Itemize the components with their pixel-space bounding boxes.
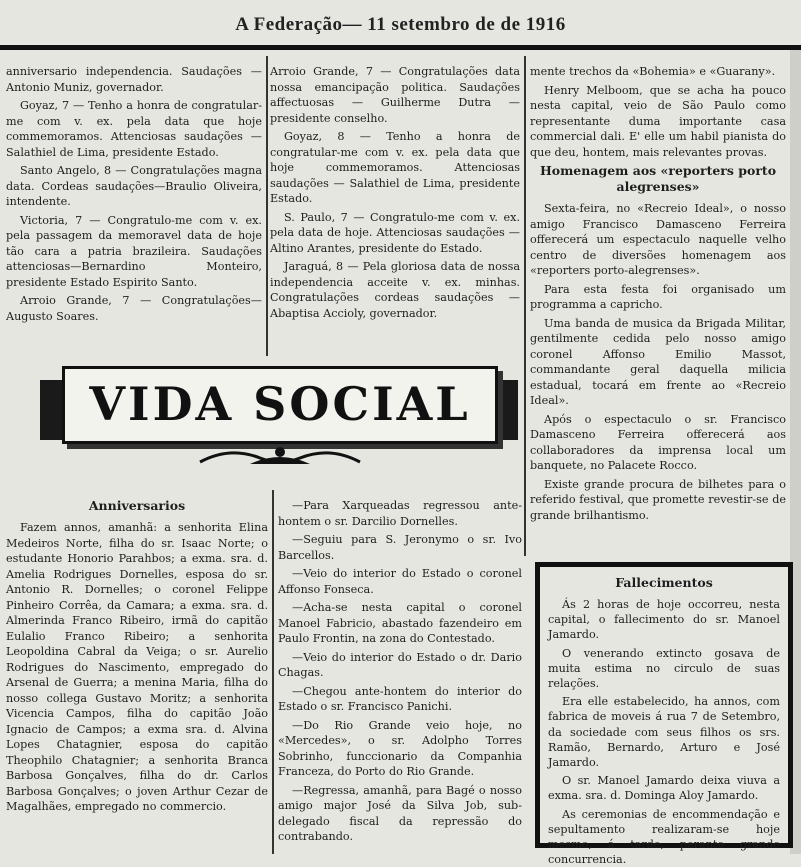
paragraph: O sr. Manoel Jamardo deixa viuva a exma. sra. d. Dominga Aloy Jamardo.: [548, 774, 780, 803]
paragraph: Existe grande procura de bilhetes para o referido festival, que promette revestir-se de grande brilhantismo.: [530, 477, 786, 522]
telegram: Santo Angelo, 8 — Congratulações magna data. Cordeas saudações—Braulio Oliveira, intendente.: [6, 164, 262, 208]
telegram: Arroio Grande, 7 — Congratulações data nossa emancipação politica. Saudações affectuosas — Guilherme Dutra — presidente conselho.: [270, 65, 520, 125]
homenagem-heading: Homenagem aos «reporters porto alegrenses»: [539, 163, 777, 194]
column-divider: [524, 56, 526, 556]
column-divider: [272, 490, 274, 854]
paragraph: Fazem annos, amanhã: a senhorita Elina Medeiros Norte, filha do sr. Isaac Norte; o estudante Honorio Parahbos; a exma. sra. d. Amelia Rodrigues Dornelles, esposa do sr. Antonio R. Dornelles; o coronel Felippe Pinheiro Corrêa, da Camara; a exma. sra. d. Almerinda Franco Ribeiro, irmã do capitão Eulalio Franco Ribeiro; a senhorita Leopoldina Cabral da Veiga; o sr. Aurelio Rodrigues do Nascimento, empregado do Arsenal de Guerra; a menina Maria, filha do nosso collega Gustavo Moritz; a senhorita Vicencia Campos, filha do capitão João Ignacio de Campos; a exma sra. d. Alvina Lopes Chatagnier, esposa do capitão Theophilo Chatagnier; a senhorita Branca Barbosa Gonçalves, filha do dr. Carlos Barbosa Gonçalves; o joven Arthur Cezar de Magalhães, empregado no commercio.: [6, 521, 268, 813]
paragraph: mente trechos da «Bohemia» e «Guarany».: [530, 65, 776, 78]
ornament-icon: [190, 442, 370, 468]
obituary-box: [535, 562, 793, 867]
paragraph: O venerando extincto gosava de muita estima no circulo de suas relações.: [548, 646, 780, 691]
paragraph: Uma banda de musica da Brigada Militar, gentilmente cedida pelo nosso amigo coronel Affonso Emilio Massot, commandante geral daquella milicia estadual, tocará em frente ao «Recreio Ideal».: [530, 316, 786, 407]
telegram: Arroio Grande, 7 — Congratulações—Augusto Soares.: [6, 294, 262, 323]
telegram: S. Paulo, 7 — Congratulo-me com v. ex. pela data de hoje. Attenciosas saudações — Altino Arantes, presidente do Estado.: [270, 210, 520, 255]
social-movement-column: [278, 498, 522, 848]
telegrams-column-1: [6, 64, 262, 348]
paragraph: Após o espectaculo o sr. Francisco Damasceno Ferreira offerecerá aos collaboradores da imprensa local um banquete, no Palacete Rocco.: [530, 412, 786, 472]
paragraph: As ceremonias de encommendação e sepultamento realizaram-se hoje mesmo, á tarde, perante grande concurrencia.: [548, 807, 780, 867]
paragraph: —Chegou ante-hontem do interior do Estado o sr. Francisco Panichi.: [278, 684, 522, 713]
anniversaries-heading: Anniversarios: [88, 498, 186, 513]
telegram: Victoria, 7 — Congratulo-me com v. ex. pela passagem da memoravel data de hoje tão cara a patria brazileira. Saudações attenciosas—Bernardino Monteiro, presidente Estado Espirito Santo.: [6, 213, 262, 289]
column-divider: [266, 56, 268, 356]
paragraph: —Veio do interior do Estado o dr. Dario Chagas.: [278, 650, 522, 679]
column-3: [530, 64, 786, 556]
anniversaries-column: [6, 496, 268, 848]
paragraph: Sexta-feira, no «Recreio Ideal», o nosso amigo Francisco Damasceno Ferreira offerecerá um espectaculo naquelle velho centro de diversões homenagem aos «reporters porto-alegrenses».: [530, 202, 786, 277]
paragraph: —Do Rio Grande veio hoje, no «Mercedes», o sr. Adolpho Torres Sobrinho, funccionario da Companhia Franceza, do Porto do Rio Grande.: [278, 718, 522, 778]
paragraph: —Regressa, amanhã, para Bagé o nosso amigo major José da Silva Job, sub-delegado fiscal da repressão do contrabando.: [278, 783, 522, 843]
paragraph: —Veio do interior do Estado o coronel Affonso Fonseca.: [278, 567, 522, 596]
telegram: Goyaz, 7 — Tenho a honra de congratular-me com v. ex. pela data que hoje commemoramos. Attenciosas saudações — Salathiel de Lima, presidente Estado.: [6, 99, 262, 159]
vida-social-banner: [40, 362, 518, 468]
telegram: Jaraguá, 8 — Pela gloriosa data de nossa independencia acceite v. ex. minhas. Congratulações cordeas saudações — Abaptisa Accioly, governador.: [270, 260, 520, 320]
paragraph: Henry Melboom, que se acha ha pouco nesta capital, veio de São Paulo como representante duma importante casa commercial dali. E' elle um habil pianista do que deu, hontem, mais relevantes provas.: [530, 83, 786, 159]
masthead: A Federação— 11 setembro de de 1916: [235, 14, 566, 35]
paragraph: Ás 2 horas de hoje occorreu, nesta capital, o fallecimento do sr. Manoel Jamardo.: [548, 598, 780, 642]
paragraph: —Seguiu para S. Jeronymo o sr. Ivo Barcellos.: [278, 533, 522, 562]
telegram: anniversario independencia. Saudações — Antonio Muniz, governador.: [6, 65, 262, 94]
banner-frame: [62, 366, 498, 444]
obituary-heading: Fallecimentos: [615, 575, 713, 590]
banner-title: VIDA SOCIAL: [89, 377, 471, 431]
paragraph: —Acha-se nesta capital o coronel Manoel Fabricio, abastado fazendeiro em Paulo Frontin, na zona do Contestado.: [278, 601, 522, 645]
telegrams-column-2: [270, 64, 520, 348]
telegram: Goyaz, 8 — Tenho a honra de congratular-me com v. ex. pela data que hoje commemoramos. Attenciosas saudações — Salathiel de Lima, presidente Estado.: [270, 130, 520, 205]
paragraph: Para esta festa foi organisado um programma a capricho.: [530, 282, 786, 311]
top-rule: [0, 45, 801, 50]
paragraph: Era elle estabelecido, ha annos, com fabrica de moveis á rua 7 de Setembro, da sociedade com seus filhos os srs. Ramão, Bernardo, Arturo e José Jamardo.: [548, 695, 780, 770]
paragraph: —Para Xarqueadas regressou ante-hontem o sr. Darcilio Dornelles.: [278, 499, 522, 528]
